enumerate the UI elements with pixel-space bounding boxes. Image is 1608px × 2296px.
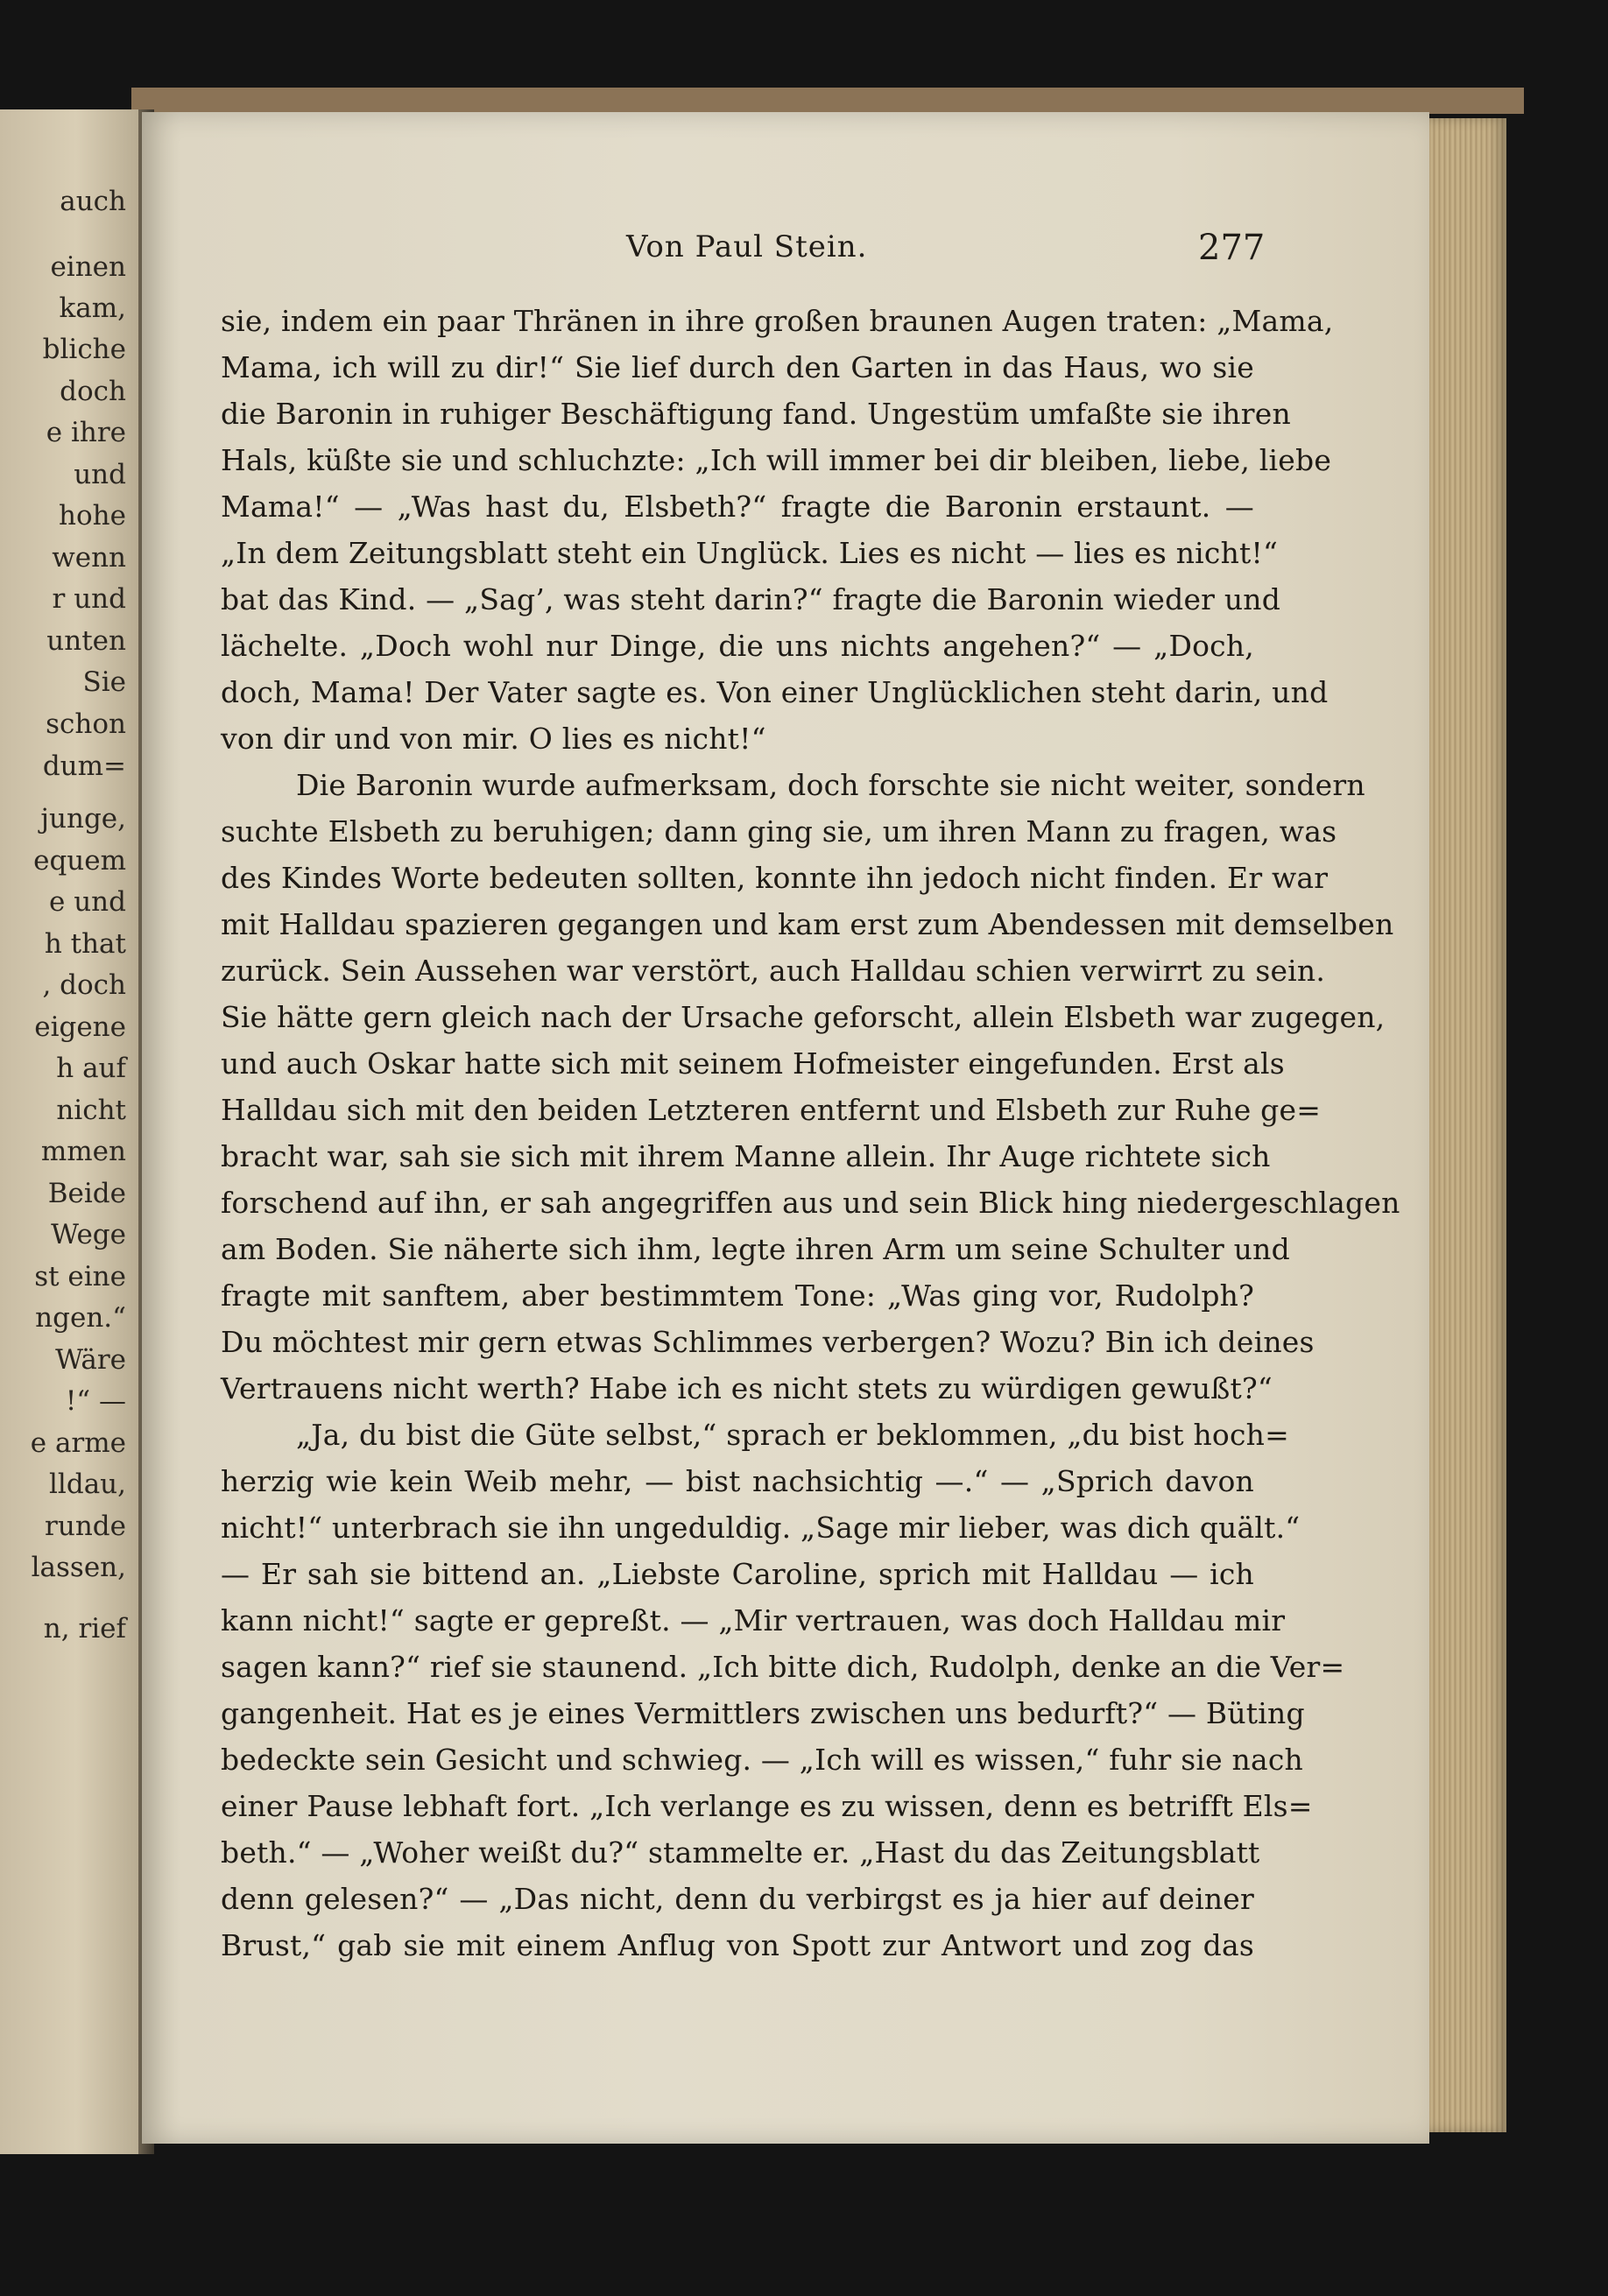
left-page-fragment: e und bbox=[49, 886, 126, 918]
book-cover-edge bbox=[131, 88, 1524, 114]
left-page-fragment: h that bbox=[44, 928, 126, 960]
text-line: denn gelesen?“ — „Das nicht, denn du verbirgst es ja hier auf deiner bbox=[221, 1882, 1254, 1916]
page-fore-edge bbox=[1429, 118, 1506, 2132]
page-number: 277 bbox=[1198, 228, 1266, 268]
left-page-fragment: Wäre bbox=[55, 1344, 126, 1376]
left-page-fragment: , doch bbox=[42, 969, 126, 1001]
text-line: Sie hätte gern gleich nach der Ursache geforscht, allein Elsbeth war zugegen, bbox=[221, 1000, 1386, 1034]
text-line: Die Baronin wurde aufmerksam, doch forschte sie nicht weiter, sondern bbox=[296, 768, 1365, 802]
left-page-fragment: lassen, bbox=[31, 1552, 126, 1583]
text-line: Du möchtest mir gern etwas Schlimmes verbergen? Wozu? Bin ich deines bbox=[221, 1325, 1315, 1359]
left-page-fragment: Sie bbox=[82, 666, 126, 698]
running-head: Von Paul Stein. bbox=[626, 229, 868, 264]
left-page-fragment: e ihre bbox=[46, 417, 126, 448]
text-line: bedeckte sein Gesicht und schwieg. — „Ich will es wissen,“ fuhr sie nach bbox=[221, 1743, 1303, 1777]
left-page-fragment: h auf bbox=[56, 1053, 126, 1084]
text-line: Brust,“ gab sie mit einem Anflug von Spott zur Antwort und zog das bbox=[221, 1928, 1254, 1962]
left-page-fragment: junge, bbox=[40, 803, 126, 835]
text-line: am Boden. Sie näherte sich ihm, legte ihren Arm um seine Schulter und bbox=[221, 1232, 1290, 1266]
left-page-fragment: !“ — bbox=[65, 1385, 126, 1417]
left-page bbox=[0, 109, 140, 2154]
left-page-fragment: lldau, bbox=[49, 1468, 126, 1500]
text-line: suchte Elsbeth zu beruhigen; dann ging sie, um ihren Mann zu fragen, was bbox=[221, 814, 1337, 849]
text-line: die Baronin in ruhiger Beschäftigung fand. Ungestüm umfaßte sie ihren bbox=[221, 397, 1291, 431]
text-line: einer Pause lebhaft fort. „Ich verlange es zu wissen, denn es betrifft Els= bbox=[221, 1789, 1313, 1823]
left-page-fragment: Wege bbox=[51, 1219, 126, 1250]
left-page-fragment: runde bbox=[45, 1511, 126, 1542]
left-page-fragment: schon bbox=[46, 708, 126, 740]
text-line: nicht!“ unterbrach sie ihn ungeduldig. „Sage mir lieber, was dich quält.“ bbox=[221, 1511, 1301, 1545]
text-line: „In dem Zeitungsblatt steht ein Unglück. Lies es nicht — lies es nicht!“ bbox=[221, 536, 1279, 570]
text-line: und auch Oskar hatte sich mit seinem Hofmeister eingefunden. Erst als bbox=[221, 1046, 1285, 1081]
left-page-fragment: eigene bbox=[34, 1011, 126, 1043]
left-page-fragment: mmen bbox=[40, 1136, 126, 1167]
text-line: von dir und von mir. O lies es nicht!“ bbox=[221, 722, 766, 756]
text-line: doch, Mama! Der Vater sagte es. Von einer Unglücklichen steht darin, und bbox=[221, 675, 1329, 709]
left-page-fragment: bliche bbox=[42, 334, 126, 365]
left-page-fragment: n, rief bbox=[43, 1613, 126, 1645]
left-page-fragment: hohe bbox=[59, 500, 126, 532]
text-line: — Er sah sie bittend an. „Liebste Caroline, sprich mit Halldau — ich bbox=[221, 1557, 1254, 1591]
left-page-fragment: r und bbox=[52, 583, 126, 615]
text-line: mit Halldau spazieren gegangen und kam erst zum Abendessen mit demselben bbox=[221, 907, 1394, 941]
left-page-fragment: st eine bbox=[34, 1261, 126, 1292]
left-page-fragment: wenn bbox=[52, 542, 126, 574]
body-text bbox=[221, 298, 1400, 1969]
left-page-fragment: e arme bbox=[30, 1427, 126, 1459]
left-page-fragment: dum= bbox=[42, 750, 126, 782]
text-line: sagen kann?“ rief sie staunend. „Ich bitte dich, Rudolph, denke an die Ver= bbox=[221, 1650, 1345, 1684]
left-page-fragment: Beide bbox=[47, 1178, 126, 1209]
text-line: Halldau sich mit den beiden Letzteren entfernt und Elsbeth zur Ruhe ge= bbox=[221, 1093, 1322, 1127]
left-page-fragment: doch bbox=[60, 376, 126, 407]
left-page-fragment: einen bbox=[50, 251, 126, 283]
text-line: zurück. Sein Aussehen war verstört, auch Halldau schien verwirrt zu sein. bbox=[221, 954, 1326, 988]
left-page-fragment: auch bbox=[60, 186, 126, 217]
left-page-fragment: kam, bbox=[59, 292, 126, 324]
text-line: des Kindes Worte bedeuten sollten, konnte ihn jedoch nicht finden. Er war bbox=[221, 861, 1329, 895]
left-page-fragment: und bbox=[74, 459, 126, 490]
text-line: herzig wie kein Weib mehr, — bist nachsichtig —.“ — „Sprich davon bbox=[221, 1464, 1254, 1498]
text-line: gangenheit. Hat es je eines Vermittlers zwischen uns bedurft?“ — Büting bbox=[221, 1696, 1305, 1730]
text-line: forschend auf ihn, er sah angegriffen aus und sein Blick hing niedergeschlagen bbox=[221, 1186, 1400, 1220]
left-page-fragment: nicht bbox=[56, 1095, 126, 1126]
text-line: Mama!“ — „Was hast du, Elsbeth?“ fragte die Baronin erstaunt. — bbox=[221, 489, 1254, 524]
text-line: bracht war, sah sie sich mit ihrem Manne allein. Ihr Auge richtete sich bbox=[221, 1139, 1271, 1173]
text-line: „Ja, du bist die Güte selbst,“ sprach er beklommen, „du bist hoch= bbox=[296, 1418, 1289, 1452]
left-page-fragment: ngen.“ bbox=[35, 1302, 126, 1334]
left-page-fragment: equem bbox=[33, 845, 126, 877]
left-page-fragment: unten bbox=[46, 625, 126, 657]
text-line: kann nicht!“ sagte er gepreßt. — „Mir vertrauen, was doch Halldau mir bbox=[221, 1603, 1286, 1637]
text-line: lächelte. „Doch wohl nur Dinge, die uns nichts angehen?“ — „Doch, bbox=[221, 629, 1254, 663]
text-line: bat das Kind. — „Sag’, was steht darin?“ fragte die Baronin wieder und bbox=[221, 582, 1281, 616]
text-line: sie, indem ein paar Thränen in ihre großen braunen Augen traten: „Mama, bbox=[221, 304, 1334, 338]
text-line: Hals, küßte sie und schluchzte: „Ich will immer bei dir bleiben, liebe, liebe bbox=[221, 443, 1332, 477]
text-line: beth.“ — „Woher weißt du?“ stammelte er. „Hast du das Zeitungsblatt bbox=[221, 1835, 1260, 1870]
text-line: fragte mit sanftem, aber bestimmtem Tone: „Was ging vor, Rudolph? bbox=[221, 1278, 1254, 1313]
text-line: Mama, ich will zu dir!“ Sie lief durch den Garten in das Haus, wo sie bbox=[221, 350, 1254, 384]
text-line: Vertrauens nicht werth? Habe ich es nicht stets zu würdigen gewußt?“ bbox=[221, 1371, 1273, 1405]
